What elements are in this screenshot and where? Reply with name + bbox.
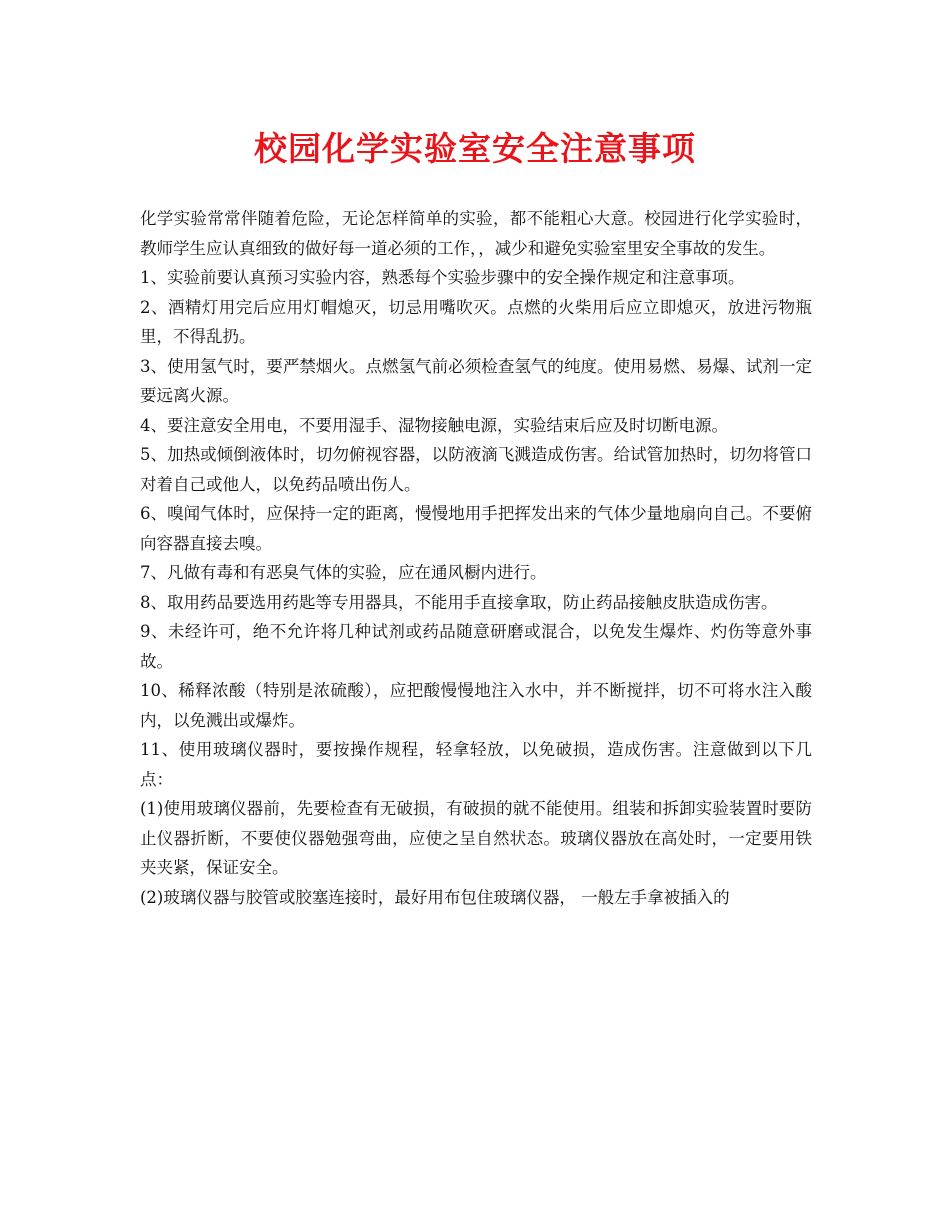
rule-4: 4、要注意安全用电，不要用湿手、湿物接触电源，实验结束后应及时切断电源。 [140, 415, 728, 435]
rule-11-point-1: (1)使用玻璃仪器前，先要检查有无破损，有破损的就不能使用。组装和拆卸实验装置时要防止仪器折断，不要使仪器勉强弯曲，应使之呈自然状态。玻璃仪器放在高处时，一定要用铁夹夹紧，保证安全。 [140, 799, 812, 877]
document-body [140, 204, 812, 912]
rule-9: 9、未经许可，绝不允许将几种试剂或药品随意研磨或混合，以免发生爆炸、灼伤等意外事故。 [140, 622, 812, 671]
rule-1: 1、实验前要认真预习实验内容，熟悉每个实验步骤中的安全操作规定和注意事项。 [140, 268, 745, 287]
rule-6: 6、嗅闻气体时，应保持一定的距离，慢慢地用手把挥发出来的气体少量地扇向自己。不要俯向容器直接去嗅。 [140, 504, 812, 553]
rule-2: 2、酒精灯用完后应用灯帽熄灭，切忌用嘴吹灭。点燃的火柴用后应立即熄灭，放进污物瓶里，不得乱扔。 [140, 297, 812, 346]
rule-5: 5、加热或倾倒液体时，切勿俯视容器，以防液滴飞溅造成伤害。给试管加热时，切勿将管口对着自己或他人，以免药品喷出伤人。 [140, 445, 812, 494]
page-title: 校园化学实验室安全注意事项 [254, 129, 696, 168]
rule-11-point-2: (2)玻璃仪器与胶管或胶塞连接时，最好用布包住玻璃仪器， 一般左手拿被插入的 [140, 887, 730, 907]
rule-7: 7、凡做有毒和有恶臭气体的实验，应在通风橱内进行。 [140, 563, 547, 582]
rule-8: 8、取用药品要选用药匙等专用器具，不能用手直接拿取，防止药品接触皮肤造成伤害。 [140, 592, 778, 612]
rule-10: 10、稀释浓酸（特别是浓硫酸），应把酸慢慢地注入水中，并不断搅拌，切不可将水注入酸内，以免溅出或爆炸。 [140, 681, 812, 730]
rule-11: 11、使用玻璃仪器时，要按操作规程，轻拿轻放，以免破损，造成伤害。注意做到以下几点： [140, 740, 812, 789]
rule-3: 3、使用氢气时，要严禁烟火。点燃氢气前必须检查氢气的纯度。使用易燃、易爆、试剂一定要远离火源。 [140, 356, 812, 405]
intro-paragraph: 化学实验常常伴随着危险，无论怎样简单的实验，都不能粗心大意。校园进行化学实验时，教师学生应认真细致的做好每一道必须的工作，，减少和避免实验室里安全事故的发生。 [140, 209, 812, 258]
